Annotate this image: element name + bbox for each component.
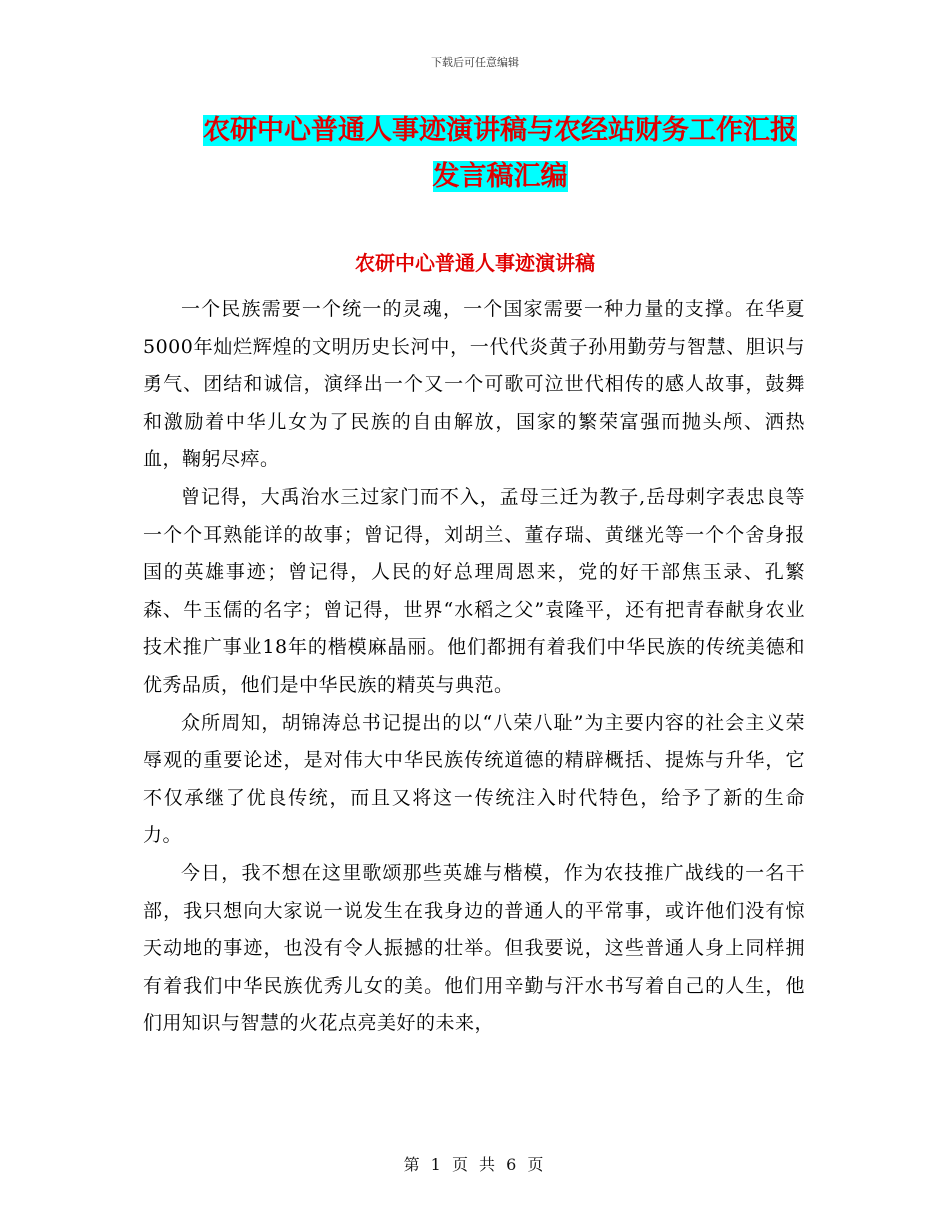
header-note: 下载后可任意编辑 xyxy=(431,56,519,69)
section-title: 农研中心普通人事迹演讲稿 xyxy=(355,251,595,275)
paragraph-2: 曾记得，大禹治水三过家门而不入，孟母三迁为教子,岳母刺字表忠良等一个个耳熟能详的故事；曾记得，刘胡兰、董存瑞、黄继光等一个个舍身报国的英雄事迹；曾记得，人民的好总理周恩来，党的好干部焦玉录、孔繁森、牛玉儒的名字；曾记得，世界“水稻之父”袁隆平，还有把青春献身农业技术推广事业18年的楷模麻晶丽。他们都拥有着我们中华民族的传统美德和优秀品质，他们是中华民族的精英与典范。 xyxy=(143,485,805,696)
document-title xyxy=(195,108,805,200)
paragraph-3: 众所周知，胡锦涛总书记提出的以“八荣八耻”为主要内容的社会主义荣辱观的重要论述，是对伟大中华民族传统道德的精辟概括、提炼与升华，它不仅承继了优良传统，而且又将这一传统注入时代特色，给予了新的生命力。 xyxy=(143,711,805,847)
title-text: 农研中心普通人事迹演讲稿与农经站财务工作汇报发言稿汇编 xyxy=(203,115,797,192)
paragraph-4: 今日，我不想在这里歌颂那些英雄与楷模，作为农技推广战线的一名干部，我只想向大家说一说发生在我身边的普通人的平常事，或许他们没有惊天动地的事迹，也没有令人振撼的壮举。但我要说，这些普通人身上同样拥有着我们中华民族优秀儿女的美。他们用辛勤与汗水书写着自己的人生，他们用知识与智慧的火花点亮美好的未来， xyxy=(143,861,805,1035)
page-footer: 第 1 页 共 6 页 xyxy=(403,1155,547,1174)
document-body xyxy=(143,291,805,1043)
paragraph-1: 一个民族需要一个统一的灵魂，一个国家需要一种力量的支撑。在华夏5000年灿烂辉煌的文明历史长河中，一代代炎黄子孙用勤劳与智慧、胆识与勇气、团结和诚信，演绎出一个又一个可歌可泣世代相传的感人故事，鼓舞和激励着中华儿女为了民族的自由解放，国家的繁荣富强而抛头颅、洒热血，鞠躬尽瘁。 xyxy=(143,298,805,471)
